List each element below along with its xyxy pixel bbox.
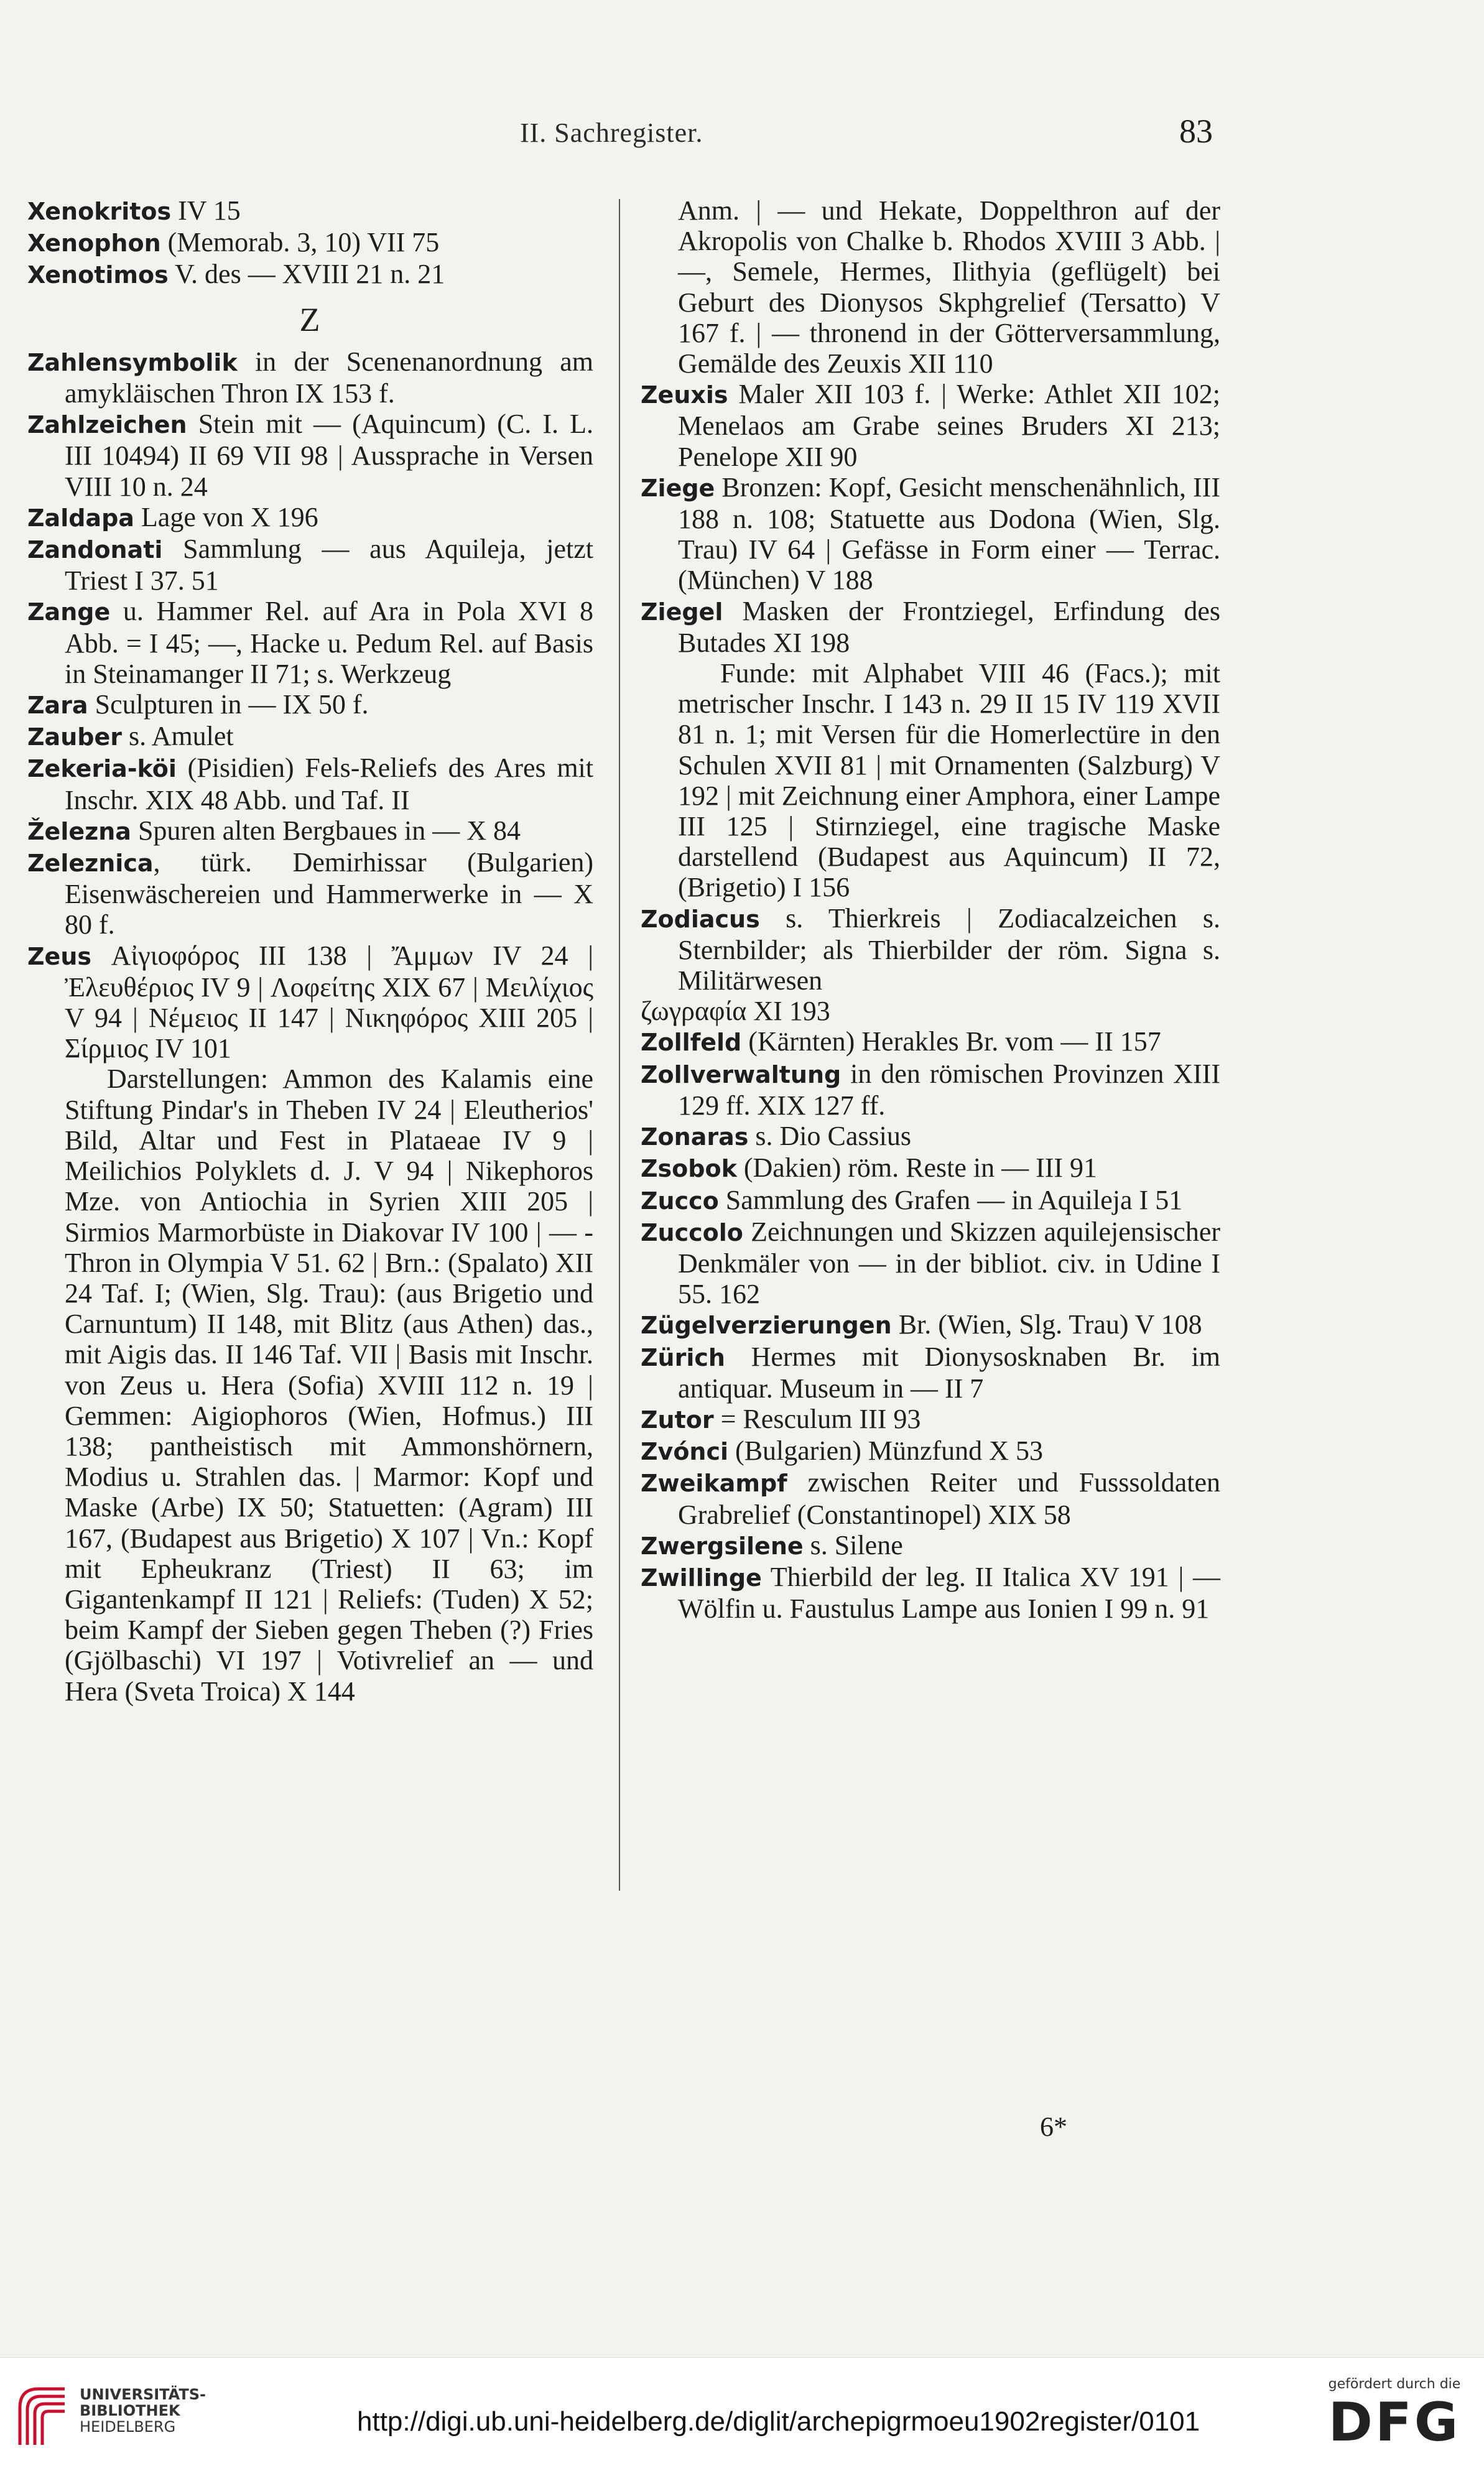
entry-references: Sammlung — aus Aquileja, jetzt Triest I 37. 51 — [65, 534, 593, 596]
entry-keyword: Zodiacus — [641, 905, 760, 933]
index-entry — [641, 1026, 1220, 1058]
entry-references: Thierbild der leg. II Italica XV 191 | — Wölfin u. Faustulus Lampe aus Ionien I 99 n. 91 — [678, 1561, 1220, 1625]
index-entry — [27, 346, 593, 409]
entry-keyword: Zucco — [641, 1187, 719, 1215]
section-letter: Z — [299, 300, 322, 338]
index-entry — [27, 227, 593, 259]
index-subentry: Darstellungen: Ammon des Kalamis eine Stiftung Pindar's in Theben IV 24 | Eleutherios' Bild, Altar und Fest in Plataeae IV 9 | Meilichios Polyklets d. J. V 94 | Nikephoros Mze. von Antiochia in Syrien XIII 205 | Sirmios Marmorbüste in Diakovar IV 100 | — -Thron in Olympia V 51. 62 | Brn.: (Spalato) XII 24 Taf. I; (Wien, Slg. Trau): (aus Brigetio und Carnuntum) II 148, mit Blitz (aus Athen) das., mit Aigis das. II 146 Taf. VII | Basis mit Inschr. von Zeus u. Hera (Sofia) XVIII 112 n. 19 | Gemmen: Aigiophoros (Wien, Hofmus.) III 138; pantheistisch mit Ammonshörnern, Modius u. Strahlen das. | Marmor: Kopf und Maske (Arbe) IX 50; Statuetten: (Agram) III 167, (Budapest aus Brigetio) X 107 | Vn.: Kopf mit Epheukranz (Triest) II 63; im Gigantenkampf II 121 | Reliefs: (Tuden) X 52; beim Kampf der Sieben gegen Theben (?) Fries (Gjölbaschi) VI 197 | Votivrelief an — und Hera (Sveta Troica) X 144 — [65, 1064, 593, 1707]
entry-references: Masken der Frontziegel, Erfindung des Butades XI 198 — [678, 595, 1220, 658]
entry-keyword: Zwillinge — [641, 1564, 762, 1592]
entry-keyword: Ziege — [641, 474, 715, 502]
index-entry — [27, 753, 593, 815]
index-entry — [27, 940, 593, 1064]
entry-references: Hermes mit Dionysosknaben Br. im antiquar. Museum in — II 7 — [678, 1341, 1220, 1404]
entry-keyword: Ziegel — [641, 598, 723, 626]
right-column — [641, 195, 1220, 1624]
entry-references: IV 15 — [171, 195, 241, 226]
entry-keyword: Zuccolo — [641, 1218, 743, 1246]
library-name[interactable] — [80, 2386, 206, 2435]
entry-keyword: Zvónci — [641, 1438, 729, 1466]
entry-references: (Dakien) röm. Reste in — III 91 — [736, 1152, 1098, 1184]
entry-keyword: Zekeria-köi — [27, 755, 177, 783]
entry-references: (Kärnten) Herakles Br. vom — II 157 — [741, 1026, 1161, 1057]
viewer-footer — [0, 2357, 1484, 2466]
entry-keyword: Zahlzeichen — [27, 411, 187, 439]
entry-references: Bronzen: Kopf, Gesicht menschenähnlich, III 188 n. 108; Statuette aus Dodona (Wien, Slg. Trau) IV 64 | Gefässe in Form einer — Terrac. (München) V 188 — [678, 471, 1220, 596]
index-entry — [641, 1309, 1220, 1341]
index-entry — [641, 1121, 1220, 1152]
index-entry — [27, 409, 593, 502]
entry-references: Maler XII 103 f. | Werke: Athlet XII 102; Menelaos am Grabe seines Bruders XI 213; Penelope XII 90 — [678, 379, 1220, 472]
index-entry — [27, 815, 593, 847]
entry-keyword: Zahlensymbolik — [27, 348, 238, 376]
ub-heidelberg-logo-icon[interactable] — [14, 2383, 71, 2450]
entry-keyword: Zwergsilene — [641, 1532, 804, 1560]
signature-mark: 6* — [1040, 2111, 1067, 2142]
index-entry — [27, 259, 593, 290]
entry-keyword: Zange — [27, 598, 111, 626]
index-entry — [27, 502, 593, 534]
index-entry — [641, 379, 1220, 472]
entry-references: Lage von X 196 — [134, 501, 318, 532]
index-entry — [641, 596, 1220, 658]
entry-keyword: Zürich — [641, 1343, 725, 1371]
sponsor-label: gefördert durch die — [1328, 2376, 1461, 2392]
entry-references: Zeichnungen und Skizzen aquilejensischer Denkmäler von — in der bibliot. civ. in Udine I 55. 162 — [678, 1216, 1220, 1310]
index-entry — [641, 996, 1220, 1026]
left-column — [27, 195, 593, 1707]
index-entry — [27, 847, 593, 940]
entry-keyword: Zeleznica — [27, 850, 154, 878]
index-entry — [641, 1530, 1220, 1562]
column-divider — [619, 199, 620, 1891]
entry-references: u. Hammer Rel. auf Ara in Pola XVI 8 Abb. = I 45; —, Hacke u. Pedum Rel. auf Basis in Steinamanger II 71; s. Werkzeug — [65, 596, 593, 689]
entry-keyword: Zügelverzierungen — [641, 1312, 892, 1340]
entry-keyword: Železna — [27, 817, 131, 845]
library-line-3: HEIDELBERG — [80, 2418, 176, 2436]
sponsor-block[interactable] — [1314, 2376, 1475, 2454]
entry-keyword: Zollfeld — [641, 1029, 742, 1057]
index-entry — [641, 1059, 1220, 1121]
index-entry — [641, 1217, 1220, 1310]
entry-references: (Bulgarien) Münzfund X 53 — [728, 1435, 1043, 1467]
index-entry — [641, 1467, 1220, 1529]
entry-keyword: Zweikampf — [641, 1470, 787, 1498]
entry-keyword: Zeus — [27, 942, 91, 970]
permalink-url[interactable]: http://digi.ub.uni-heidelberg.de/diglit/archepigrmoeu1902register/0101 — [357, 2406, 1200, 2437]
index-entry — [27, 689, 593, 721]
index-entry — [641, 1342, 1220, 1404]
entry-references: Spuren alten Bergbaues in — X 84 — [131, 815, 521, 846]
entry-references: , türk. Demirhissar (Bulgarien) Eisenwäschereien und Hammerwerke in — X 80 f. — [65, 847, 593, 940]
entry-keyword: Zauber — [27, 723, 122, 751]
page-number: 83 — [1179, 113, 1213, 150]
index-entry — [641, 1152, 1220, 1184]
entry-keyword: Zonaras — [641, 1123, 749, 1151]
entry-keyword: Zutor — [641, 1406, 714, 1434]
entry-references: (Memorab. 3, 10) VII 75 — [160, 227, 440, 258]
index-entry — [641, 1435, 1220, 1467]
entry-references: (Pisidien) Fels-Reliefs des Ares mit Inschr. XIX 48 Abb. und Taf. II — [65, 753, 593, 815]
index-entry — [641, 1185, 1220, 1217]
entry-references: V. des — XVIII 21 n. 21 — [168, 259, 445, 290]
index-entry — [641, 1562, 1220, 1624]
index-entry — [27, 721, 593, 753]
index-entry — [27, 195, 593, 227]
index-subentry: Funde: mit Alphabet VIII 46 (Facs.); mit metrischer Inschr. I 143 n. 29 II 15 IV 119 XVII 81 n. 1; mit Versen für die Homerlectüre in den Schulen XVII 81 | mit Ornamenten (Salzburg) V 192 | mit Zeichnung einer Amphora, einer Lampe III 125 | Stirnziegel, eine tragische Maske darstellend (Budapest aus Aquincum) II 72, (Brigetio) I 156 — [678, 658, 1220, 903]
entry-references: Br. (Wien, Slg. Trau) V 108 — [891, 1309, 1202, 1340]
entry-keyword: Zsobok — [641, 1155, 737, 1183]
entry-keyword: Xenotimos — [27, 261, 169, 289]
entry-references: s. Dio Cassius — [748, 1121, 911, 1152]
entry-keyword: Zollverwaltung — [641, 1060, 842, 1088]
entry-keyword: Zaldapa — [27, 504, 134, 532]
entry-keyword: Xenophon — [27, 229, 161, 257]
entry-references: Αἰγιοφόρος III 138 | Ἄμμων IV 24 | Ἐλευθέριος IV 9 | Λοφείτης XIX 67 | Μειλίχιος V 94 | Νέμειος II 147 | Νικηφόρος XIII 205 | Σίρμιος IV 101 — [65, 940, 593, 1064]
entry-references: in der Scenenanordnung am amykläischen Thron IX 153 f. — [65, 346, 593, 409]
entry-references: in den römischen Provinzen XIII 129 ff. XIX 127 ff. — [678, 1058, 1220, 1121]
entry-keyword: Zeuxis — [641, 381, 728, 409]
entry-keyword: Zara — [27, 692, 88, 720]
entry-references: ζωγραφία XI 193 — [641, 996, 830, 1027]
entry-keyword: Xenokritos — [27, 198, 172, 225]
dfg-logo: DFG — [1328, 2391, 1461, 2454]
library-line-2: BIBLIOTHEK — [80, 2402, 180, 2419]
index-entry — [641, 1404, 1220, 1435]
library-line-1: UNIVERSITÄTS- — [80, 2386, 206, 2403]
running-header: II. Sachregister. — [520, 118, 703, 148]
index-entry — [641, 472, 1220, 596]
entry-keyword: Zandonati — [27, 536, 163, 564]
entry-references: Sammlung des Grafen — in Aquileja I 51 — [718, 1184, 1183, 1215]
entry-references: s. Amulet — [121, 721, 234, 752]
entry-references: = Resculum III 93 — [713, 1403, 921, 1434]
index-entry — [27, 596, 593, 689]
entry-references: Stein mit — (Aquincum) (C. I. L. III 10494) II 69 VII 98 | Aussprache in Versen VIII 10 n. 24 — [65, 409, 593, 502]
entry-references: s. Thierkreis | Zodiacalzeichen s. Sternbilder; als Thierbilder der röm. Signa s. Militärwesen — [678, 902, 1220, 996]
entry-references: s. Silene — [803, 1529, 903, 1560]
index-entry — [27, 534, 593, 596]
index-subentry: Anm. | — und Hekate, Doppelthron auf der Akropolis von Chalke b. Rhodos XVIII 3 Abb. | —, Semele, Hermes, Ilithyia (geflügelt) bei Geburt des Dionysos Skphgrelief (Tersatto) V 167 f. | — thronend in der Götterversammlung, Gemälde des Zeuxis XII 110 — [678, 195, 1220, 379]
entry-references: zwischen Reiter und Fusssoldaten Grabrelief (Constantinopel) XIX 58 — [678, 1467, 1220, 1530]
index-entry — [641, 903, 1220, 996]
entry-references: Sculpturen in — IX 50 f. — [88, 689, 369, 720]
